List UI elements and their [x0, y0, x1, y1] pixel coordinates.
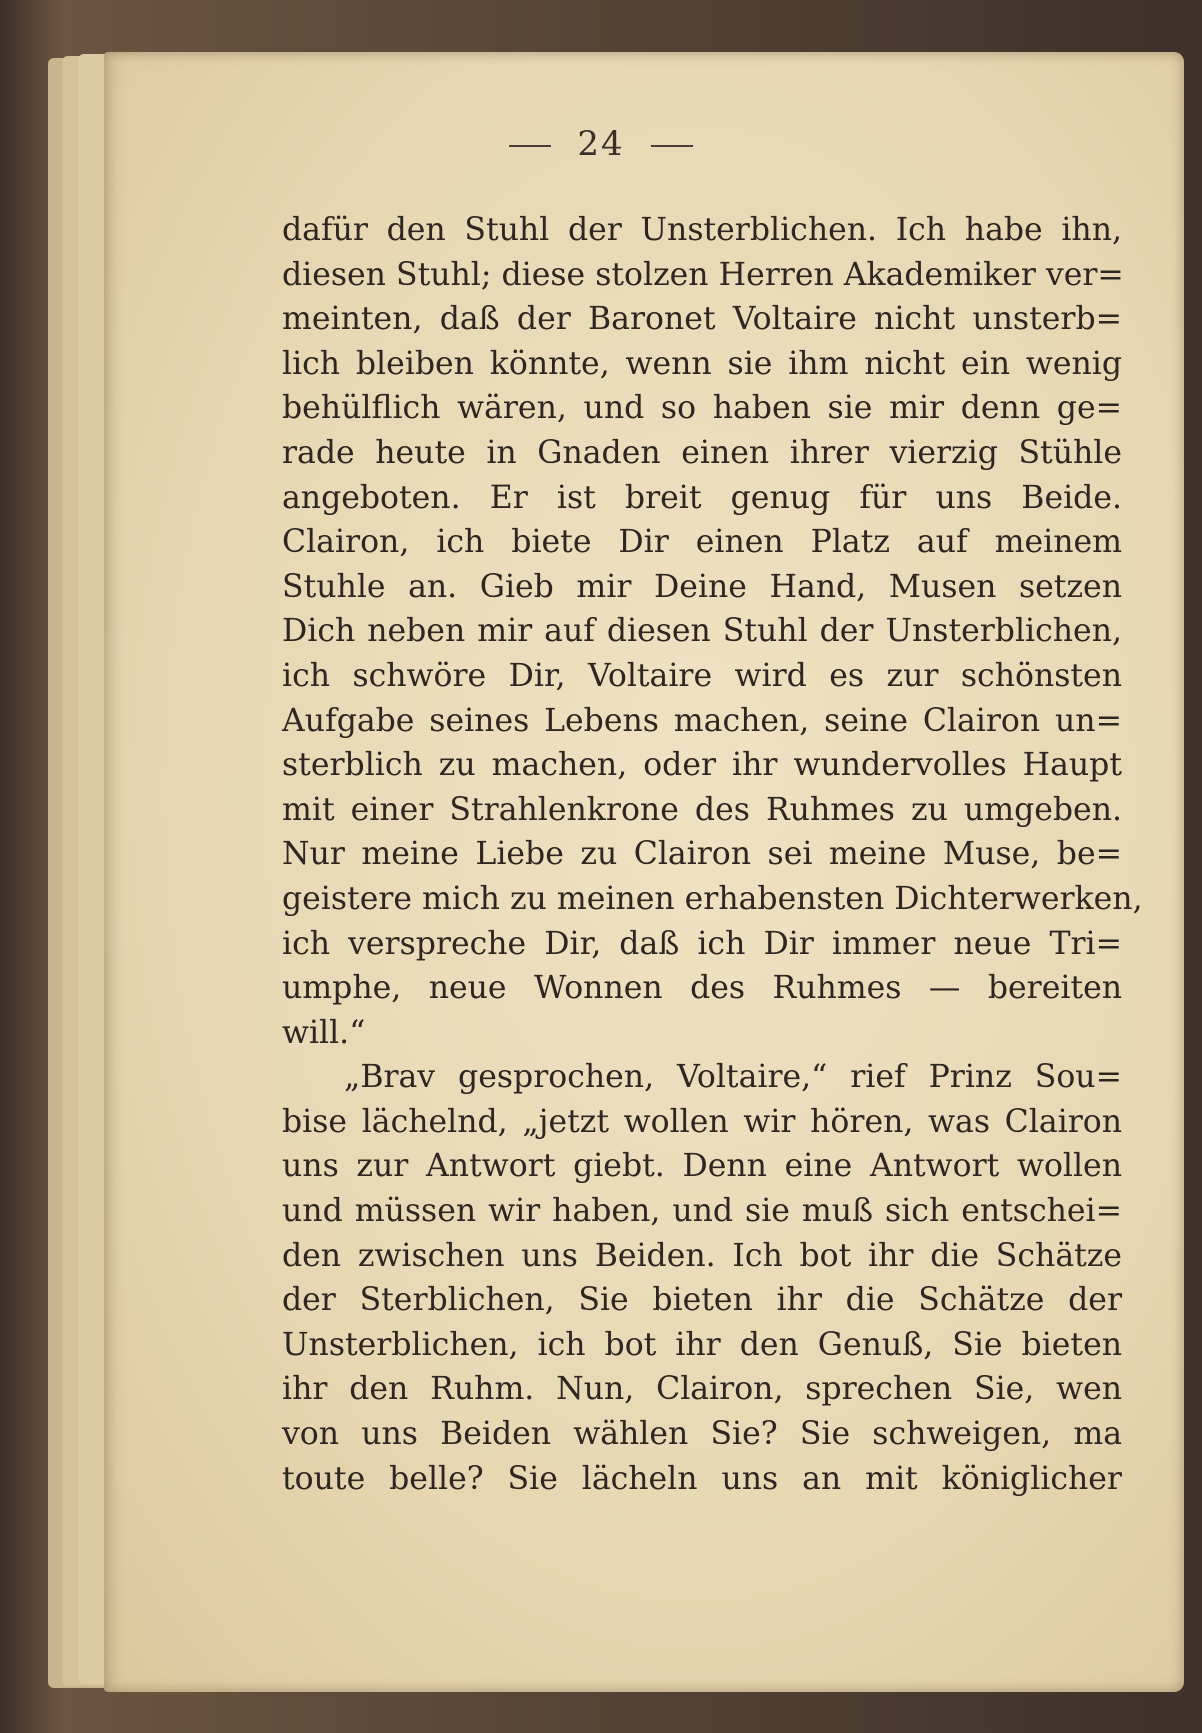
text-line: will.“: [282, 1014, 366, 1051]
body-text: [282, 208, 1143, 1501]
right-dash: [651, 145, 693, 147]
text-line: ich verspreche Dir, daß ich Dir immer neue Tri=: [282, 925, 1122, 962]
page-number: 24: [577, 124, 625, 164]
text-line: umphe, neue Wonnen des Ruhmes — bereiten: [282, 970, 1122, 1007]
text-line: von uns Beiden wählen Sie? Sie schweigen, ma: [282, 1416, 1122, 1453]
text-line: Dich neben mir auf diesen Stuhl der Unsterblichen,: [282, 613, 1122, 650]
text-line: toute belle? Sie lächeln uns an mit königlicher: [282, 1460, 1122, 1497]
text-line: behülflich wären, und so haben sie mir denn ge=: [282, 390, 1122, 427]
text-line: der Sterblichen, Sie bieten ihr die Schätze der: [282, 1282, 1122, 1319]
text-line: uns zur Antwort giebt. Denn eine Antwort wollen: [282, 1148, 1122, 1185]
text-line: und müssen wir haben, und sie muß sich entschei=: [282, 1193, 1122, 1230]
text-line: angeboten. Er ist breit genug für uns Beide.: [282, 479, 1122, 516]
text-line: dafür den Stuhl der Unsterblichen. Ich habe ihn,: [282, 212, 1122, 248]
text-line: diesen Stuhl; diese stolzen Herren Akademiker ver=: [282, 256, 1124, 293]
text-line: Clairon, ich biete Dir einen Platz auf meinem: [282, 524, 1122, 561]
text-line: „Brav gesprochen, Voltaire,“ rief Prinz Sou=: [344, 1059, 1122, 1096]
text-line: Nur meine Liebe zu Clairon sei meine Muse, be=: [282, 836, 1122, 873]
text-line: Stuhle an. Gieb mir Deine Hand, Musen setzen: [282, 568, 1122, 605]
text-line: lich bleiben könnte, wenn sie ihm nicht ein wenig: [282, 345, 1122, 382]
text-line: ihr den Ruhm. Nun, Clairon, sprechen Sie, wen: [282, 1371, 1122, 1408]
text-line: ich schwöre Dir, Voltaire wird es zur schönsten: [282, 657, 1122, 694]
left-dash: [509, 145, 551, 147]
text-line: geistere mich zu meinen erhabensten Dichterwerken,: [282, 880, 1143, 917]
page-number-header: [0, 124, 1202, 164]
text-line: Unsterblichen, ich bot ihr den Genuß, Sie bieten: [282, 1326, 1122, 1363]
text-line: meinten, daß der Baronet Voltaire nicht unsterb=: [282, 301, 1122, 338]
text-line: sterblich zu machen, oder ihr wundervolles Haupt: [282, 747, 1122, 784]
text-line: Aufgabe seines Lebens machen, seine Clairon un=: [282, 702, 1122, 739]
text-line: mit einer Strahlenkrone des Ruhmes zu umgeben.: [282, 791, 1122, 828]
text-line: den zwischen uns Beiden. Ich bot ihr die Schätze: [282, 1237, 1122, 1274]
text-line: rade heute in Gnaden einen ihrer vierzig Stühle: [282, 434, 1122, 471]
text-line: bise lächelnd, „jetzt wollen wir hören, was Clairon: [282, 1103, 1122, 1140]
